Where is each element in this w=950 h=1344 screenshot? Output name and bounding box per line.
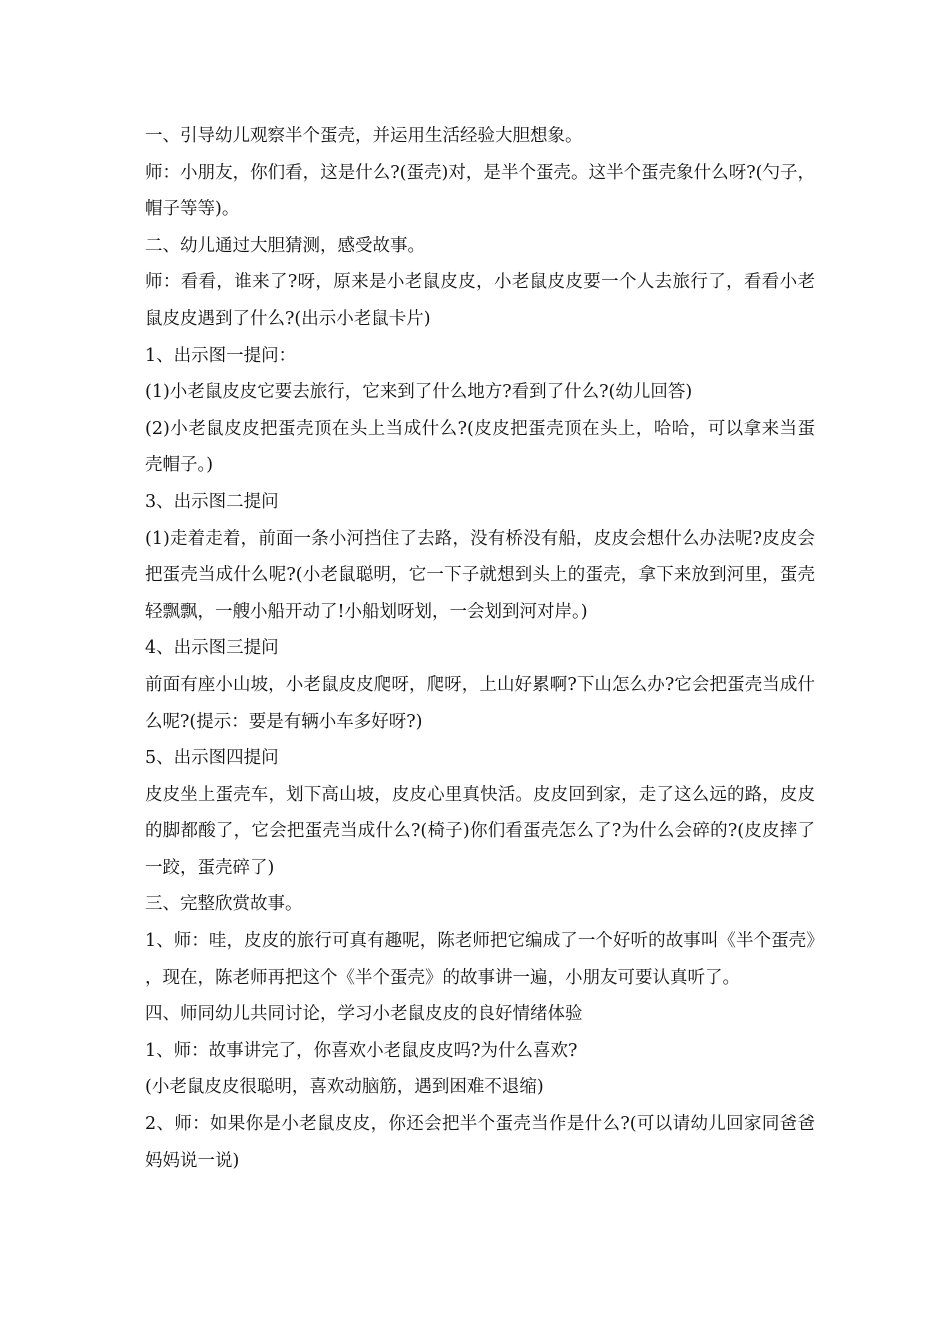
paragraph: 皮皮坐上蛋壳车，划下高山坡，皮皮心里真快活。皮皮回到家，走了这么远的路，皮皮的脚都酸了，它会把蛋壳当成什么?(椅子)你们看蛋壳怎么了?为什么会碎的?(皮皮摔了一跤，蛋壳碎了) [145, 784, 815, 878]
paragraph: 2、师：如果你是小老鼠皮皮，你还会把半个蛋壳当作是什么?(可以请幼儿回家同爸爸妈妈说一说) [145, 1114, 815, 1171]
step-heading: 4、出示图三提问 [145, 638, 279, 659]
step-heading: 3、出示图二提问 [145, 491, 279, 512]
paragraph: 师：看看，谁来了?呀，原来是小老鼠皮皮，小老鼠皮皮要一个人去旅行了，看看小老鼠皮皮遇到了什么?(出示小老鼠卡片) [145, 272, 815, 329]
paragraph: 前面有座小山坡，小老鼠皮皮爬呀，爬呀，上山好累啊?下山怎么办?它会把蛋壳当成什么呢?(提示：要是有辆小车多好呀?) [145, 674, 815, 732]
section-heading-1: 一、引导幼儿观察半个蛋壳，并运用生活经验大胆想象。 [145, 126, 583, 146]
paragraph: (小老鼠皮皮很聪明，喜欢动脑筋，遇到困难不退缩) [145, 1077, 544, 1098]
step-heading: 1、出示图一提问： [145, 345, 297, 366]
section-heading-2: 二、幼儿通过大胆猜测，感受故事。 [145, 235, 425, 256]
paragraph: (1)小老鼠皮皮它要去旅行，它来到了什么地方?看到了什么?(幼儿回答) [145, 382, 693, 403]
section-heading-3: 三、完整欣赏故事。 [145, 894, 303, 915]
document-body [145, 118, 815, 1179]
section-heading-4: 四、师同幼儿共同讨论，学习小老鼠皮皮的良好情绪体验 [145, 1004, 583, 1025]
paragraph: 1、师：故事讲完了，你喜欢小老鼠皮皮吗?为什么喜欢? [145, 1040, 578, 1061]
paragraph: 师：小朋友，你们看，这是什么?(蛋壳)对，是半个蛋壳。这半个蛋壳象什么呀?(勺子，帽子等等)。 [145, 162, 815, 220]
step-heading: 5、出示图四提问 [145, 748, 279, 769]
paragraph: (1)走着走着，前面一条小河挡住了去路，没有桥没有船，皮皮会想什么办法呢?皮皮会把蛋壳当成什么呢?(小老鼠聪明，它一下子就想到头上的蛋壳，拿下来放到河里，蛋壳轻飘飘，一艘小船开动了!小船划呀划，一会划到河对岸。) [145, 528, 815, 622]
paragraph: 1、师：哇，皮皮的旅行可真有趣呢，陈老师把它编成了一个好听的故事叫《半个蛋壳》，现在，陈老师再把这个《半个蛋壳》的故事讲一遍，小朋友可要认真听了。 [145, 931, 815, 988]
paragraph: (2)小老鼠皮皮把蛋壳顶在头上当成什么?(皮皮把蛋壳顶在头上，哈哈，可以拿来当蛋壳帽子。) [145, 418, 815, 476]
